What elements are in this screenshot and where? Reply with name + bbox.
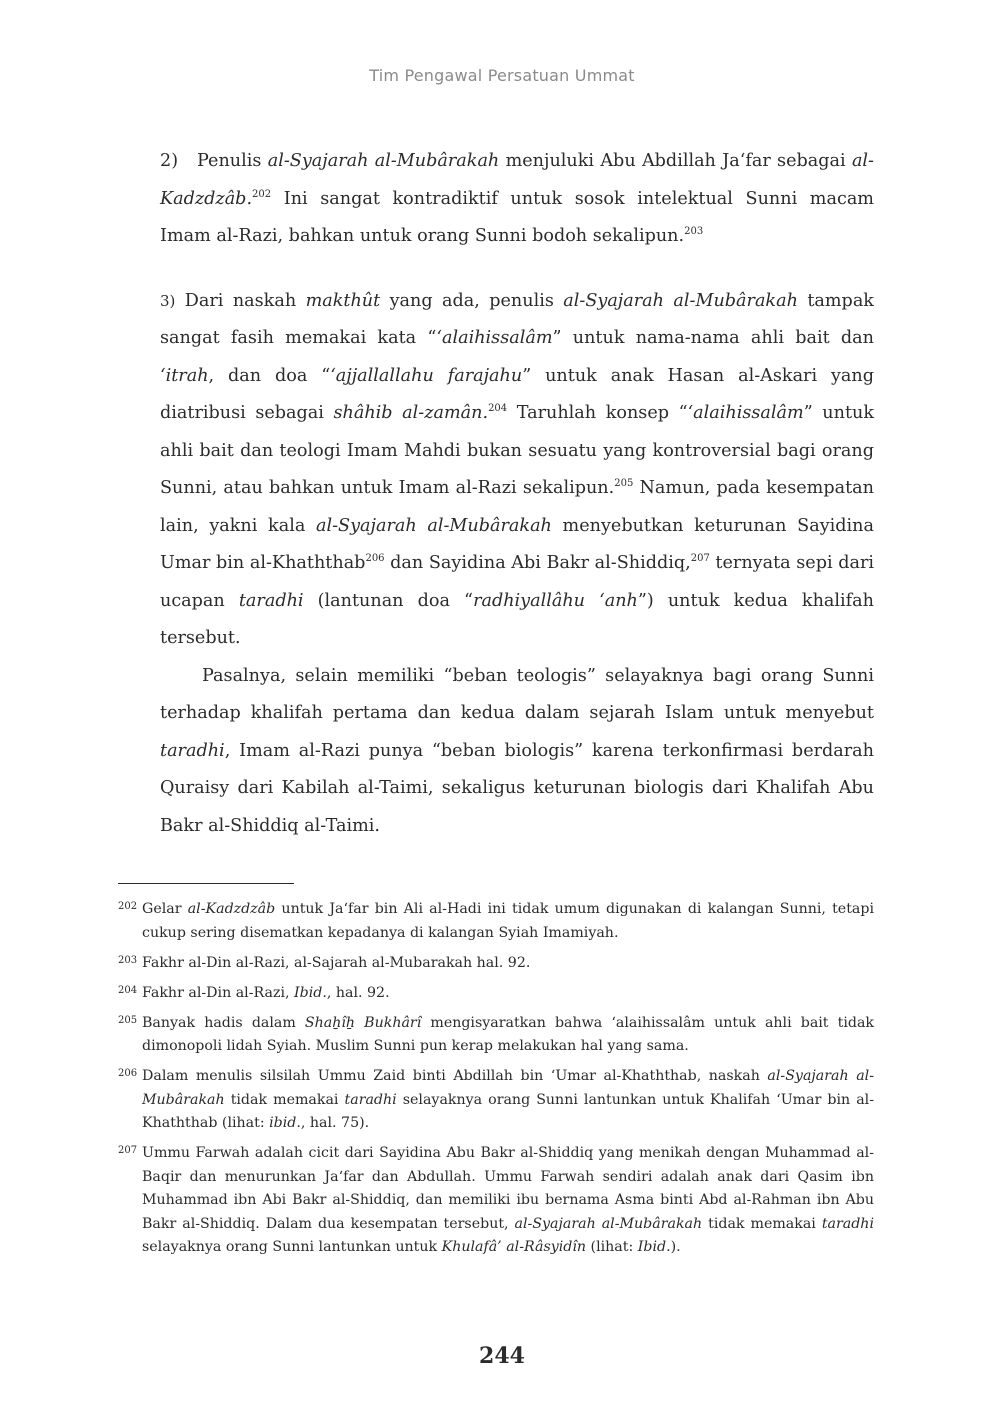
running-header: Tim Pengawal Persatuan Ummat bbox=[369, 66, 635, 85]
main-text bbox=[160, 143, 874, 845]
footnote-ref-205[interactable]: 205 bbox=[614, 478, 634, 489]
footnotes bbox=[118, 898, 874, 1266]
footnote-203: 203 Fakhr al-Din al-Razi, al-Sajarah al-Mubarakah hal. 92. bbox=[118, 954, 531, 971]
footnote-ref-204[interactable]: 204 bbox=[488, 403, 508, 414]
footnote-207: 207 Ummu Farwah adalah cicit dari Sayidina Abu Bakr al-Shiddiq yang menikah dengan Muhammad al-Baqir dan menurunkan Ja‘far dan Abdullah. Ummu Farwah sendiri adalah anak dari Qasim ibn Muhammad ibn Abi Bakr al-Shiddiq, dan memiliki ibu bernama Asma binti Abd al-Rahman ibn Abu Bakr al-Shiddiq. Dalam dua kesempatan tersebut, al-Syajarah al-Mubârakah tidak memakai taradhi selayaknya orang Sunni lantunkan untuk Khulafâ’ al-Râsyidîn (lihat: Ibid.). bbox=[118, 1145, 874, 1255]
footnote-ref-207[interactable]: 207 bbox=[690, 553, 710, 564]
paragraph-pasalnya: Pasalnya, selain memiliki “beban teologis” selayaknya bagi orang Sunni terhadap khalifah pertama dan kedua dalam sejarah Islam untuk menyebut taradhi, Imam al-Razi punya “beban biologis” karena terkonfirmasi berdarah Quraisy dari Kabilah al-Taimi, sekaligus keturunan biologis dari Khalifah Abu Bakr al-Shiddiq al-Taimi. bbox=[160, 665, 874, 836]
footnote-ref-203[interactable]: 203 bbox=[684, 226, 704, 237]
page-number: 244 bbox=[479, 1343, 525, 1369]
footnote-ref-202[interactable]: 202 bbox=[252, 188, 272, 200]
paragraph-gap bbox=[160, 256, 874, 283]
footnote-ref-206[interactable]: 206 bbox=[365, 553, 385, 564]
footnote-separator bbox=[118, 883, 294, 884]
footnote-205: 205 Banyak hadis dalam Shaẖîẖ Bukhârî mengisyaratkan bahwa ‘alaihissalâm untuk ahli bait tidak dimonopoli lidah Syiah. Muslim Sunni pun kerap melakukan hal yang sama. bbox=[118, 1014, 875, 1054]
footnote-202: 202 Gelar al-Kadzdzâb untuk Ja‘far bin Ali al-Hadi ini tidak umum digunakan di kalangan Sunni, tetapi cukup sering disematkan kepadanya di kalangan Syiah Imamiyah. bbox=[118, 901, 874, 941]
paragraph-point-3: 3) Dari naskah makthût yang ada, penulis al-Syajarah al-Mubârakah tampak sangat fasih memakai kata “‘alaihissalâm” untuk nama-nama ahli bait dan ‘itrah, dan doa “‘ajjallallahu farajahu” untuk anak Hasan al-Askari yang diatribusi sebagai shâhib al-zamân.$^{204}$ Taruhlah konsep “‘alaihissalâm” untuk ahli bait dan teologi Imam Mahdi bukan sesuatu yang kontroversial bagi orang Sunni, atau bahkan untuk Imam al-Razi sekalipun.$^{205}$ Namun, pada kesempatan lain, yakni kala al-Syajarah al-Mubârakah menyebutkan keturunan Sayidina Umar bin al-Khaththab$^{206}$ dan Sayidina Abi Bakr al-Shiddiq,$^{207}$ ternyata sepi dari ucapan taradhi (lantunan doa “radhiyallâhu ‘anh”) untuk kedua khalifah tersebut. bbox=[160, 290, 875, 648]
footnote-206: 206 Dalam menulis silsilah Ummu Zaid binti Abdillah bin ‘Umar al-Khaththab, naskah al-Syajarah al-Mubârakah tidak memakai taradhi selayaknya orang Sunni lantunkan untuk Khalifah ‘Umar bin al-Khaththab (lihat: ibid., hal. 75). bbox=[118, 1068, 875, 1131]
paragraph-point-2: 2) Penulis al-Syajarah al-Mubârakah menjuluki Abu Abdillah Ja‘far sebagai al-Kadzdzâb.$^{202}$ Ini sangat kontradiktif untuk sosok intelektual Sunni macam Imam al-Razi, bahkan untuk orang Sunni bodoh sekalipun.$^{203}$ bbox=[160, 151, 874, 246]
footnote-204: 204 Fakhr al-Din al-Razi, Ibid., hal. 92. bbox=[118, 984, 390, 1001]
